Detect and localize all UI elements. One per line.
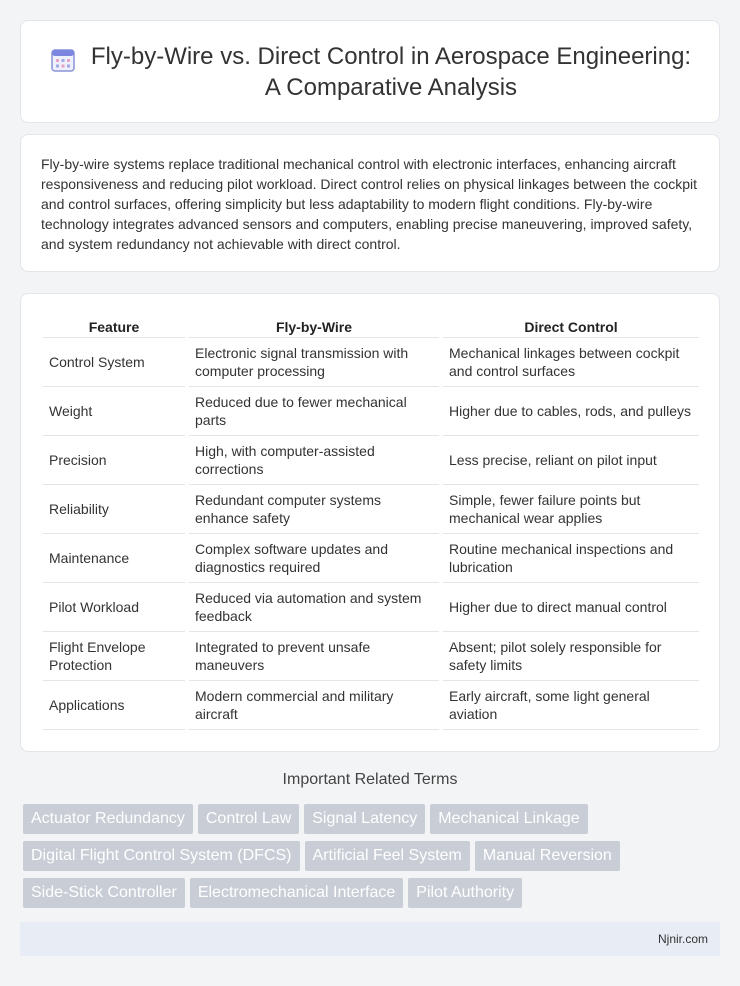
row-feature: Weight bbox=[43, 387, 185, 436]
term-tag[interactable]: Side-Stick Controller bbox=[23, 878, 185, 908]
table-row bbox=[43, 534, 699, 583]
row-feature: Flight Envelope Protection bbox=[43, 632, 185, 681]
comparison-table bbox=[43, 316, 699, 730]
row-feature: Precision bbox=[43, 436, 185, 485]
row-direct-control: Less precise, reliant on pilot input bbox=[443, 436, 699, 485]
row-fly-by-wire: Complex software updates and diagnostics required bbox=[189, 534, 439, 583]
table-header-row bbox=[43, 316, 699, 338]
row-fly-by-wire: Modern commercial and military aircraft bbox=[189, 681, 439, 730]
term-tag[interactable]: Manual Reversion bbox=[475, 841, 620, 871]
comparison-table-card bbox=[20, 293, 720, 752]
row-fly-by-wire: Reduced due to fewer mechanical parts bbox=[189, 387, 439, 436]
row-direct-control: Higher due to cables, rods, and pulleys bbox=[443, 387, 699, 436]
term-tag[interactable]: Digital Flight Control System (DFCS) bbox=[23, 841, 300, 871]
table-row bbox=[43, 485, 699, 534]
row-fly-by-wire: Redundant computer systems enhance safety bbox=[189, 485, 439, 534]
term-tag[interactable]: Control Law bbox=[198, 804, 299, 834]
row-fly-by-wire: High, with computer-assisted corrections bbox=[189, 436, 439, 485]
row-direct-control: Routine mechanical inspections and lubrication bbox=[443, 534, 699, 583]
header-fly-by-wire: Fly-by-Wire bbox=[189, 316, 439, 338]
header-feature: Feature bbox=[43, 316, 185, 338]
term-tag[interactable]: Actuator Redundancy bbox=[23, 804, 193, 834]
row-feature: Maintenance bbox=[43, 534, 185, 583]
page-title bbox=[91, 41, 691, 103]
row-fly-by-wire: Electronic signal transmission with computer processing bbox=[189, 338, 439, 387]
row-fly-by-wire: Integrated to prevent unsafe maneuvers bbox=[189, 632, 439, 681]
title-line-1: Fly-by-Wire vs. Direct Control in Aerospace Engineering: bbox=[90, 42, 692, 70]
row-feature: Applications bbox=[43, 681, 185, 730]
row-direct-control: Mechanical linkages between cockpit and control surfaces bbox=[443, 338, 699, 387]
intro-card bbox=[20, 134, 720, 272]
related-terms-list bbox=[23, 804, 723, 915]
footer-site[interactable]: Njnir.com bbox=[657, 932, 708, 946]
term-tag[interactable]: Pilot Authority bbox=[408, 878, 522, 908]
table-row bbox=[43, 583, 699, 632]
table-row bbox=[43, 387, 699, 436]
row-direct-control: Simple, fewer failure points but mechanical wear applies bbox=[443, 485, 699, 534]
row-fly-by-wire: Reduced via automation and system feedback bbox=[189, 583, 439, 632]
term-tag[interactable]: Artificial Feel System bbox=[305, 841, 470, 871]
row-feature: Reliability bbox=[43, 485, 185, 534]
intro-paragraph: Fly-by-wire systems replace traditional mechanical control with electronic interfaces, enhancing aircraft responsiveness and reducing pilot workload. Direct control relies on physical linkages between the cockpit and control surfaces, offering simplicity but less adaptability to modern flight conditions. Fly-by-wire technology integrates advanced sensors and computers, enabling precise maneuvering, improved safety, and system redundancy not achievable with direct control. bbox=[41, 156, 698, 252]
calendar-grid-icon bbox=[49, 46, 77, 74]
table-row bbox=[43, 338, 699, 387]
term-tag[interactable]: Electromechanical Interface bbox=[190, 878, 403, 908]
table-row bbox=[43, 632, 699, 681]
row-direct-control: Absent; pilot solely responsible for safety limits bbox=[443, 632, 699, 681]
title-line-2: A Comparative Analysis bbox=[264, 73, 518, 101]
table-row bbox=[43, 681, 699, 730]
header-direct-control: Direct Control bbox=[443, 316, 699, 338]
title-card bbox=[20, 20, 720, 123]
table-row bbox=[43, 436, 699, 485]
related-terms-heading: Important Related Terms bbox=[282, 771, 458, 788]
footer bbox=[20, 922, 720, 956]
term-tag[interactable]: Mechanical Linkage bbox=[430, 804, 587, 834]
row-feature: Pilot Workload bbox=[43, 583, 185, 632]
row-direct-control: Early aircraft, some light general aviation bbox=[443, 681, 699, 730]
row-feature: Control System bbox=[43, 338, 185, 387]
term-tag[interactable]: Signal Latency bbox=[304, 804, 425, 834]
row-direct-control: Higher due to direct manual control bbox=[443, 583, 699, 632]
